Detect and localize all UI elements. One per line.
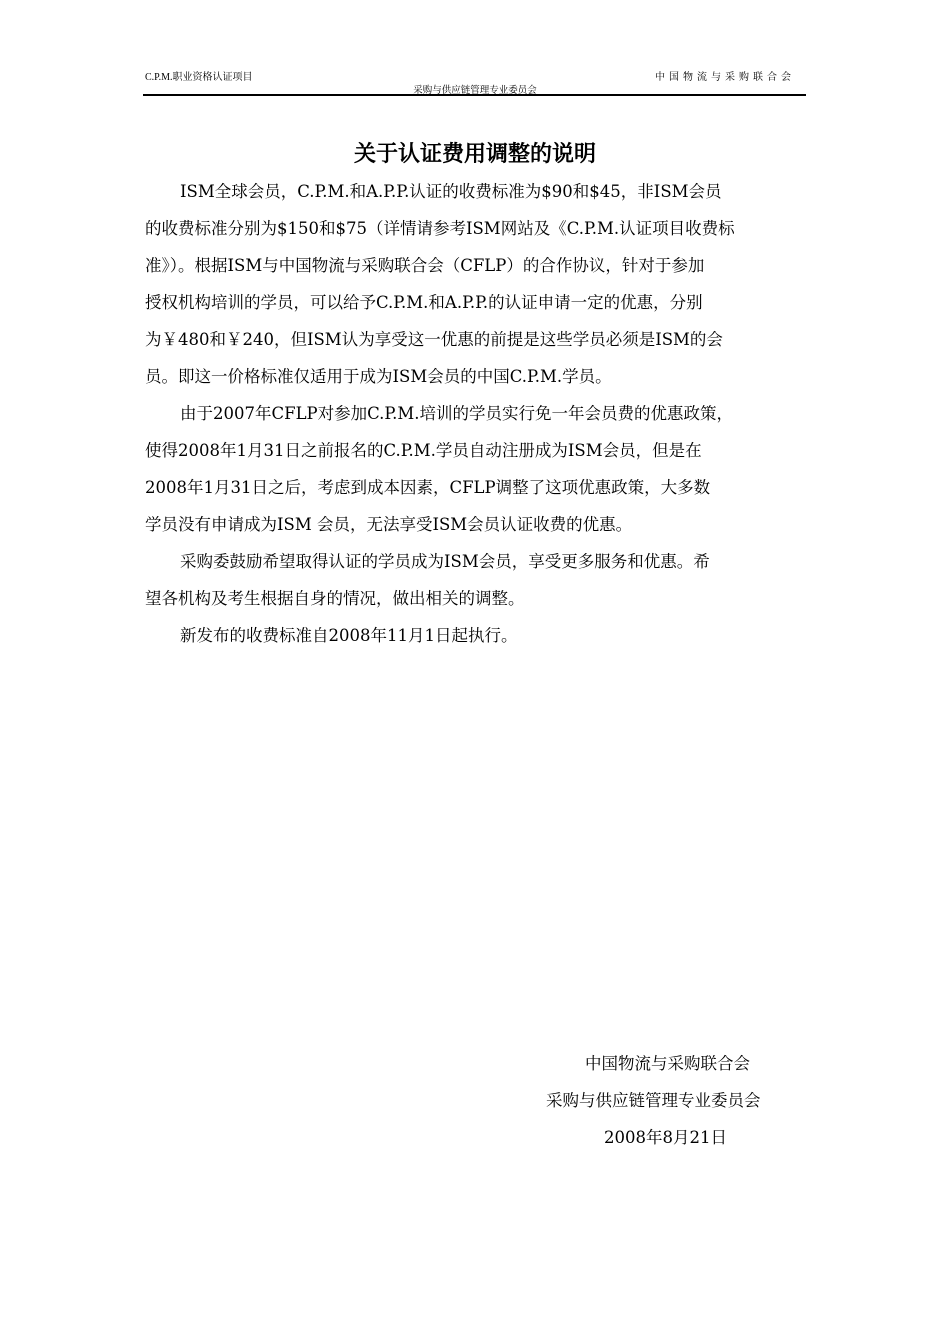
- body-line: 采购委鼓励希望取得认证的学员成为ISM会员，享受更多服务和优惠。希: [180, 552, 710, 571]
- header-right-text: 中国物流与采购联合会: [655, 72, 795, 83]
- header-divider: [143, 94, 806, 96]
- document-title: 关于认证费用调整的说明: [353, 141, 596, 167]
- body-line: 望各机构及考生根据自身的情况，做出相关的调整。: [145, 589, 525, 608]
- body-line: 授权机构培训的学员，可以给予C.P.M.和A.P.P.的认证申请一定的优惠，分别: [145, 293, 703, 312]
- body-line: 由于2007年CFLP对参加C.P.M.培训的学员实行免一年会员费的优惠政策，: [180, 404, 734, 423]
- header-center-text: 采购与供应链管理专业委员会: [413, 85, 537, 96]
- body-line: 准》）。根据ISM与中国物流与采购联合会（CFLP）的合作协议，针对于参加: [145, 256, 705, 275]
- signature-committee: 采购与供应链管理专业委员会: [546, 1091, 761, 1110]
- signature-date: 2008年8月21日: [604, 1128, 727, 1147]
- header-left-text: C.P.M.职业资格认证项目: [145, 72, 253, 83]
- body-line: 学员没有申请成为ISM 会员，无法享受ISM会员认证收费的优惠。: [145, 515, 633, 534]
- body-line: 为￥480和￥240，但ISM认为享受这一优惠的前提是这些学员必须是ISM的会: [145, 330, 723, 349]
- body-line: 的收费标准分别为$150和$75（详情请参考ISM网站及《C.P.M.认证项目收费标: [145, 219, 735, 238]
- body-line: 员。即这一价格标准仅适用于成为ISM会员的中国C.P.M.学员。: [145, 367, 612, 386]
- body-line: ISM全球会员，C.P.M.和A.P.P.认证的收费标准为$90和$45，非ISM会员: [180, 182, 722, 201]
- body-line: 使得2008年1月31日之前报名的C.P.M.学员自动注册成为ISM会员，但是在: [145, 441, 702, 460]
- body-line: 新发布的收费标准自2008年11月1日起执行。: [180, 626, 518, 645]
- signature-org: 中国物流与采购联合会: [585, 1054, 750, 1073]
- body-line: 2008年1月31日之后，考虑到成本因素，CFLP调整了这项优惠政策，大多数: [145, 478, 711, 497]
